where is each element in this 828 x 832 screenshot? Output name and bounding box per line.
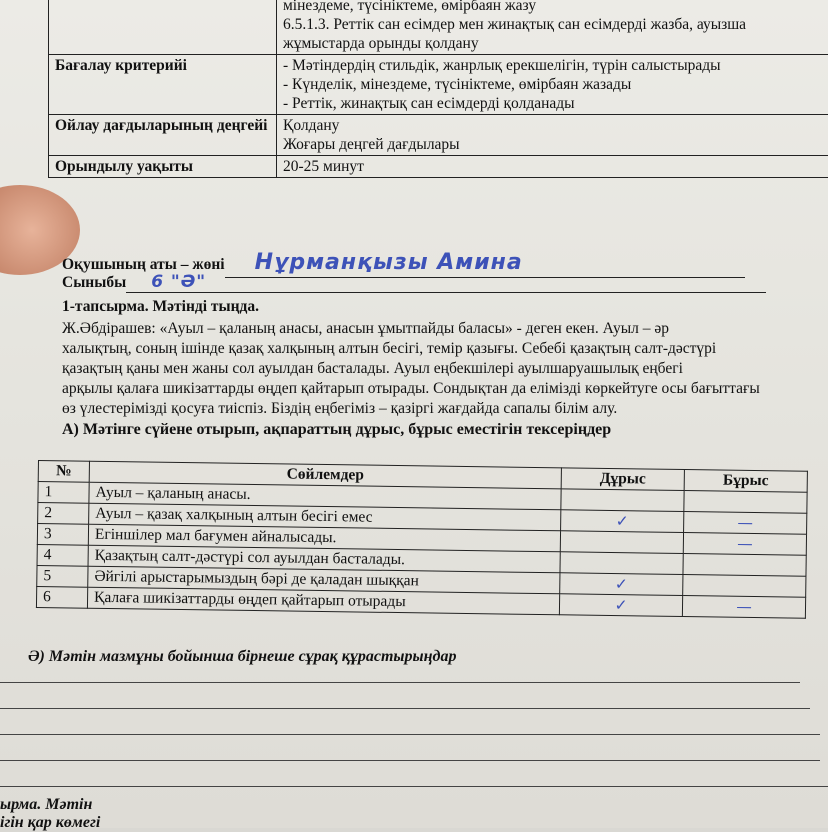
answer-line[interactable] — [0, 734, 820, 735]
info-line: 6.5.1.3. Реттік сан есімдер мен жинақтық сан есімдерді жазба, ауызша — [283, 15, 828, 34]
true-cell[interactable] — [560, 552, 683, 575]
row-number: 2 — [38, 503, 89, 525]
row-sentence: Әйгілі арыстарымыздың бәрі де қаладан шыққан — [88, 566, 560, 594]
answer-line[interactable] — [0, 786, 828, 787]
info-key — [49, 0, 277, 55]
name-handwriting: Нұрманқызы Амина — [255, 250, 523, 275]
footer-task-title: ырма. Мәтін — [0, 796, 92, 814]
true-cell[interactable] — [561, 489, 684, 512]
section-b-heading: Ә) Мәтін мазмұны бойынша бірнеше сұрақ құрастырыңдар — [28, 648, 456, 666]
false-cell[interactable]: — — [684, 512, 807, 535]
false-cell[interactable] — [683, 554, 806, 577]
row-sentence: Ауыл – қазақ халқының алтын бесігі емес — [89, 503, 561, 531]
task-title: 1-тапсырма. Мәтінді тыңда. — [62, 298, 259, 316]
info-table — [48, 0, 828, 178]
info-line: 20-25 минут — [283, 157, 828, 176]
paragraph-line: қазақтың қаны мен жаны сол ауылдан басталады. Ауыл еңбекшілері ауылшаруашылық еңбегі — [62, 360, 683, 378]
student-class-row — [62, 272, 766, 293]
answer-line[interactable] — [0, 760, 820, 761]
class-field[interactable] — [126, 272, 766, 293]
section-a-heading: А) Мәтінге сүйене отырып, ақпараттың дұрыс, бұрыс еместігін тексеріңдер — [62, 421, 611, 439]
false-cell[interactable] — [684, 491, 807, 514]
info-row — [49, 55, 828, 115]
row-number: 3 — [37, 524, 88, 546]
info-value — [277, 0, 828, 55]
header-sentences: Сөйлемдер — [89, 461, 561, 489]
row-sentence: Қалаға шикізаттарды өңдеп қайтарып отырады — [87, 587, 559, 615]
header-false: Бұрыс — [684, 470, 807, 493]
true-cell[interactable]: ✓ — [560, 573, 683, 596]
footer-task-text: ігін қар көмегі — [0, 814, 100, 832]
header-number: № — [38, 461, 89, 483]
paragraph-line: Ж.Әбдірашев: «Ауыл – қаланың анасы, анасын ұмытпайды баласы» - деген екен. Ауыл – әр — [62, 320, 669, 338]
row-number: 4 — [37, 544, 88, 566]
info-row — [49, 156, 828, 178]
class-handwriting: 6 "Ә" — [151, 272, 206, 292]
true-cell[interactable]: ✓ — [559, 594, 682, 617]
true-cell[interactable]: ✓ — [561, 510, 684, 533]
info-row — [49, 115, 828, 156]
info-key: Ойлау дағдыларының деңгейі — [49, 115, 277, 156]
info-line: жұмыстарда орынды қолдану — [283, 34, 828, 53]
false-cell[interactable] — [683, 575, 806, 598]
row-number: 5 — [37, 565, 88, 587]
info-key: Бағалау критерийі — [49, 55, 277, 115]
row-number: 6 — [36, 586, 87, 608]
info-key: Орындылу уақыты — [49, 156, 277, 178]
paragraph-line: өз үлестерімізді қосуға тиіспіз. Біздің еңбегіміз – қазіргі жағдайда сапалы білім алу. — [62, 400, 617, 418]
false-cell[interactable]: — — [683, 533, 806, 556]
true-cell[interactable] — [560, 531, 683, 554]
info-line: Қолдану — [283, 116, 828, 135]
name-label: Оқушының аты – жөні — [62, 256, 225, 273]
info-row — [49, 0, 828, 55]
row-sentence: Егіншілер мал бағумен айналысады. — [88, 524, 560, 552]
row-number: 1 — [38, 482, 89, 504]
class-label: Сыныбы — [62, 274, 126, 291]
info-line: - Реттік, жинақтық сан есімдерді қолданады — [283, 94, 828, 113]
info-value — [277, 115, 828, 156]
info-line: - Мәтіндердің стильдік, жанрлық ерекшелігін, түрін салыстырады — [283, 56, 828, 75]
info-value — [277, 55, 828, 115]
row-sentence: Ауыл – қаланың анасы. — [89, 482, 561, 510]
row-sentence: Қазақтың салт-дәстүрі сол ауылдан басталады. — [88, 545, 560, 573]
answer-line[interactable] — [0, 708, 810, 709]
info-line: - Күнделік, мінездеме, түсініктеме, өмірбаян жазады — [283, 75, 828, 94]
paragraph-line: халықтың, соның ішінде қазақ халқының алтын бесігі, темір қазығы. Себебі қазақтың салт-дәстүрі — [62, 340, 716, 358]
info-value — [277, 156, 828, 178]
true-false-table — [36, 460, 808, 619]
paragraph-line: арқылы қалаға шикізаттарды өңдеп қайтарып отырады. Сондықтан да елімізді көркейтуге осы бағыттағы — [62, 380, 760, 398]
info-line: мінездеме, түсініктеме, өмірбаян жазу — [283, 0, 828, 15]
answer-line[interactable] — [0, 682, 800, 683]
false-cell[interactable]: — — [682, 596, 805, 619]
header-true: Дұрыс — [561, 468, 684, 491]
info-line: Жоғары деңгей дағдылары — [283, 135, 828, 154]
